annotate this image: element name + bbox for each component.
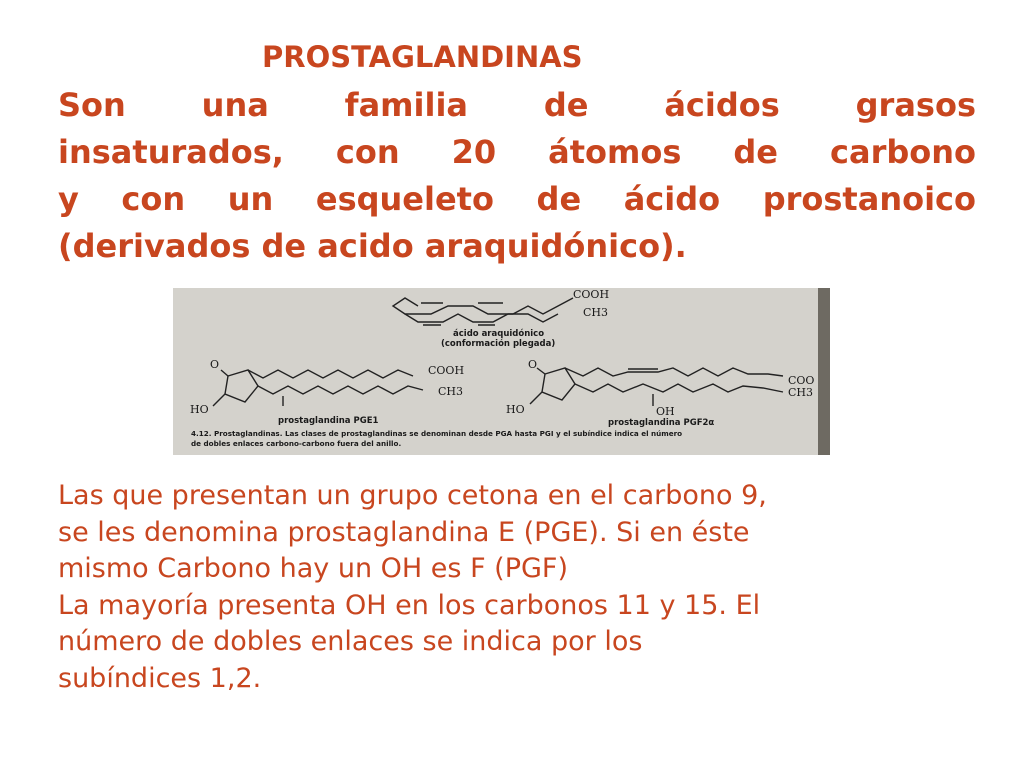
explanation-text (58, 478, 968, 697)
pgf2-lower-chain (575, 384, 783, 392)
body-line: se les denomina prostaglandina E (PGE). Si en éste (58, 516, 750, 548)
cooh-top-label: COOH (573, 288, 610, 301)
body-line: número de dobles enlaces se indica por los (58, 626, 643, 657)
figure-caption-line-1: 4.12. Prostaglandinas. Las clases de prostaglandinas se denominan desde PGA hasta PGI y el subíndice indica el número (191, 429, 683, 438)
pgf2-oxygen-label: O (528, 358, 538, 371)
body-line: mismo Carbono hay un OH es F (PGF) (58, 553, 568, 584)
chemical-structures-figure (173, 288, 830, 455)
figure-caption-line-2: de dobles enlaces carbono-carbono fuera del anillo. (191, 439, 402, 448)
pgf2-ring (542, 368, 575, 400)
arachidonic-acid-label: ácido araquidónico (453, 329, 545, 339)
ch3-top-label: CH3 (583, 306, 609, 319)
arachidonic-chain-lower (405, 314, 558, 322)
pge1-ho-label: HO (190, 403, 209, 416)
body-line: subíndices 1,2. (58, 662, 262, 694)
scan-edge-shadow (818, 288, 830, 455)
pge1-ch3-label: CH3 (438, 385, 464, 398)
intro-line: y con un esqueleto de ácido prostanoico (58, 180, 976, 218)
pgf2-cooh-label: COO (788, 374, 815, 387)
intro-line: Son una familia de ácidos grasos (58, 86, 976, 124)
pgf2-ch3-label: CH3 (788, 386, 814, 399)
pge1-lower-chain (258, 386, 423, 394)
arachidonic-chain (393, 298, 573, 314)
pgf2-ho-label: HO (506, 403, 525, 416)
intro-line: insaturados, con 20 átomos de carbono (58, 133, 976, 171)
intro-paragraph (58, 82, 976, 270)
body-line: Las que presentan un grupo cetona en el carbono 9, (58, 480, 767, 511)
pge1-oxygen-label: O (210, 358, 220, 371)
pge1-caption-label: prostaglandina PGE1 (278, 416, 379, 426)
pgf2-caption-label: prostaglandina PGF2α (608, 418, 715, 428)
pge1-cooh-label: COOH (428, 364, 465, 377)
pge1-upper-chain (248, 370, 413, 378)
pge1-ring (225, 370, 258, 402)
slide-title: PROSTAGLANDINAS (262, 40, 583, 74)
intro-line: (derivados de acido araquidónico). (58, 227, 687, 265)
pgf2-oh-label: OH (656, 405, 675, 418)
folded-conformation-label: (conformación plegada) (441, 339, 556, 349)
pgf2-upper-chain (565, 368, 783, 376)
body-line: La mayoría presenta OH en los carbonos 11 y 15. El (58, 589, 761, 621)
